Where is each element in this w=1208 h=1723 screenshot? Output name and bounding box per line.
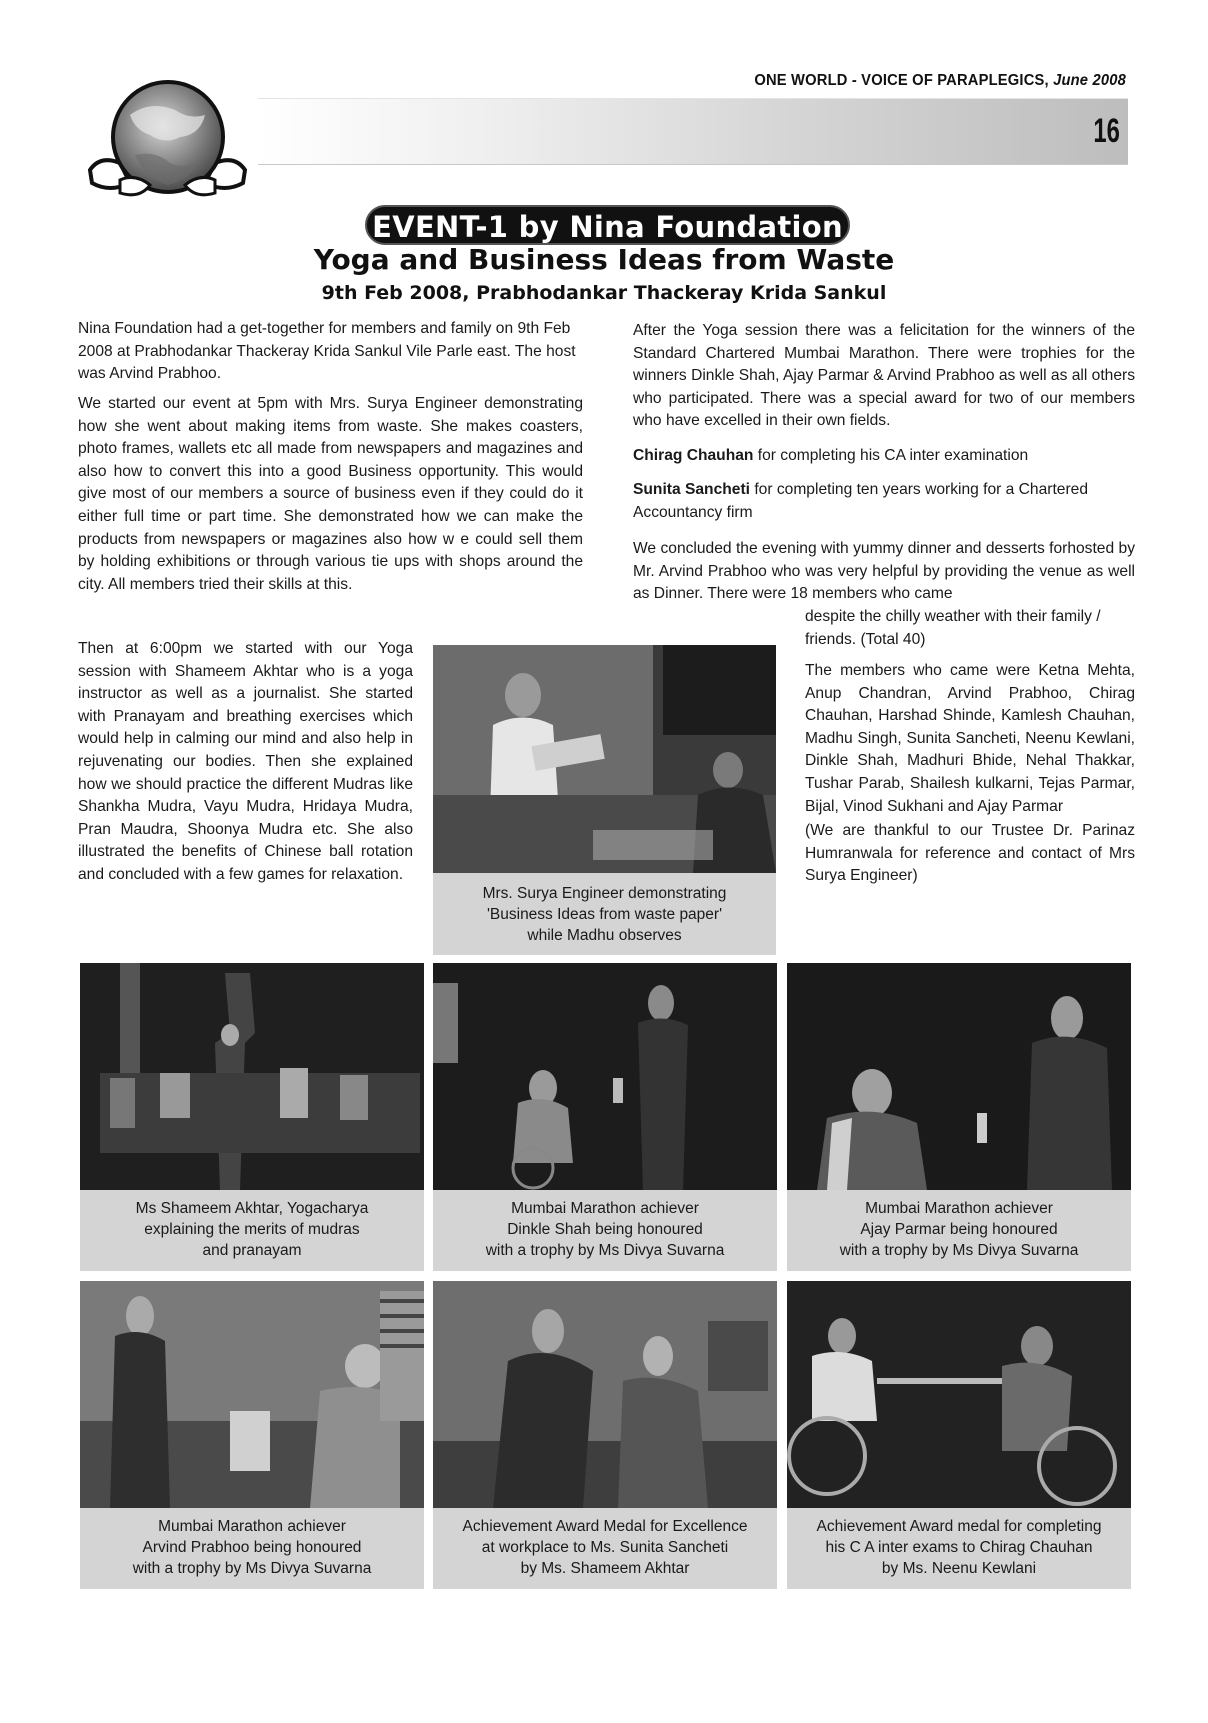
caption-line: Dinkle Shah being honoured xyxy=(507,1221,703,1238)
article-dateline: 9th Feb 2008, Prabhodankar Thackeray Krida Sankul xyxy=(321,282,887,304)
caption-line: his C A inter exams to Chirag Chauhan xyxy=(825,1539,1093,1556)
caption-line: by Ms. Neenu Kewlani xyxy=(881,1560,1037,1577)
photo-yoga-instructor xyxy=(80,963,424,1190)
photo-card-arvind xyxy=(80,1281,424,1589)
photo-card-ajay xyxy=(787,963,1131,1271)
caption-line: 'Business Ideas from waste paper' xyxy=(486,906,723,923)
intro-paragraph: Nina Foundation had a get-together for members and family on 9th Feb 2008 at Prabhodankar Thackeray Krida Sankul Vile Parle east. The host was Arvind Prabhoo. xyxy=(78,320,576,383)
felicitation-paragraph: After the Yoga session there was a felicitation for the winners of the Standard Chartered Mumbai Marathon. There were trophies for the winners Dinkle Shah, Ajay Parmar & Arvind Prabhoo as well as all others who participated. There was a special award for two of our members who have excelled in their own fields. xyxy=(633,322,1135,430)
publication-title xyxy=(754,72,1126,90)
caption-line: with a trophy by Ms Divya Suvarna xyxy=(132,1560,372,1577)
event-banner-title: EVENT-1 by Nina Foundation xyxy=(365,205,850,245)
caption-line: Ms Shameem Akhtar, Yogacharya xyxy=(135,1200,369,1217)
photo-card-dinkle xyxy=(433,963,777,1271)
caption-line: Ajay Parmar being honoured xyxy=(860,1221,1058,1238)
photo-chirag-medal xyxy=(787,1281,1131,1508)
issue-date: June 2008 xyxy=(1053,72,1126,89)
thanks-paragraph: (We are thankful to our Trustee Dr. Parinaz Humranwala for reference and contact of Mrs Surya Engineer) xyxy=(805,822,1135,885)
yoga-session-paragraph: Then at 6:00pm we started with our Yoga session with Shameem Akhtar who is a yoga instructor as well as a journalist. She started with Pranayam and breathing exercises which would help in calming our mind and also help in rejuvenating our bodies. Then she explained how we should practice the different Mudras like Shankha Mudra, Vayu Mudra, Hridaya Mudra, Pran Maudra, Shoonya Mudra etc. She also illustrated the benefits of Chinese ball rotation and concluded with a few games for relaxation. xyxy=(78,640,413,883)
photo-caption xyxy=(787,1198,1131,1261)
award-recipient-name: Sunita Sancheti xyxy=(633,481,750,498)
caption-line: with a trophy by Ms Divya Suvarna xyxy=(485,1242,725,1259)
photo-ajay-trophy xyxy=(787,963,1131,1190)
page-number: 16 xyxy=(1093,112,1120,150)
caption-line: at workplace to Ms. Sunita Sancheti xyxy=(481,1539,729,1556)
photo-caption xyxy=(787,1516,1131,1579)
caption-line: while Madhu observes xyxy=(527,927,682,944)
caption-line: Mrs. Surya Engineer demonstrating xyxy=(482,885,727,902)
photo-waste-paper-demo xyxy=(433,645,776,873)
globe-held-by-hands-icon xyxy=(80,75,255,205)
conclusion-paragraph-continued: despite the chilly weather with their family / friends. (Total 40) xyxy=(805,608,1101,648)
photo-card-demo xyxy=(433,645,776,955)
award-reason: for completing his CA inter examination xyxy=(753,447,1029,464)
award-sunita-paragraph xyxy=(633,479,1135,524)
photo-dinkle-trophy xyxy=(433,963,777,1190)
caption-line: Mumbai Marathon achiever xyxy=(158,1518,346,1535)
caption-line: Mumbai Marathon achiever xyxy=(865,1200,1053,1217)
photo-caption xyxy=(433,1198,777,1261)
masthead xyxy=(0,0,1208,200)
article-headline: Yoga and Business Ideas from Waste xyxy=(313,243,895,276)
photo-caption xyxy=(80,1516,424,1579)
caption-line: Achievement Award medal for completing xyxy=(816,1518,1102,1535)
photo-caption xyxy=(80,1198,424,1261)
caption-line: with a trophy by Ms Divya Suvarna xyxy=(839,1242,1079,1259)
caption-line: and pranayam xyxy=(202,1242,302,1259)
members-list-paragraph: The members who came were Ketna Mehta, Anup Chandran, Arvind Prabhoo, Chirag Chauhan, Harshad Shinde, Kamlesh Chauhan, Madhu Singh, Sunita Sancheti, Neenu Kewlani, Dinkle Shah, Madhuri Bhide, Nehal Thakkar, Tushar Parab, Shailesh kulkarni, Tejas Parmar, Bijal, Vinod Sukhani and Ajay Parmar xyxy=(805,662,1135,815)
photo-card-sunita xyxy=(433,1281,777,1589)
caption-line: Arvind Prabhoo being honoured xyxy=(142,1539,362,1556)
photo-sunita-medal xyxy=(433,1281,777,1508)
caption-line: explaining the merits of mudras xyxy=(144,1221,360,1238)
header-gradient-bar xyxy=(258,98,1128,165)
photo-card-chirag xyxy=(787,1281,1131,1589)
caption-line: by Ms. Shameem Akhtar xyxy=(520,1560,690,1577)
award-recipient-name: Chirag Chauhan xyxy=(633,447,754,464)
photo-card-yoga xyxy=(80,963,424,1271)
award-reason: for completing ten years working for a Chartered Accountancy firm xyxy=(633,481,1089,521)
caption-line: Achievement Award Medal for Excellence xyxy=(462,1518,748,1535)
photo-arvind-trophy xyxy=(80,1281,424,1508)
waste-demo-paragraph: We started our event at 5pm with Mrs. Surya Engineer demonstrating how she went about making items from waste. She makes coasters, photo frames, wallets etc all made from newspapers and magazines and also how to convert this into a good Business opportunity. This would give most of our members a source of business even if they could do it either full time or part time. She demonstrated how we can make the products from newspapers or magazines also how w e could sell them by holding exhibitions or through various tie ups with shops around the city. All members tried their skills at this. xyxy=(78,395,583,593)
award-chirag-paragraph xyxy=(633,445,1135,468)
conclusion-paragraph: We concluded the evening with yummy dinner and desserts forhosted by Mr. Arvind Prabhoo who was very helpful by providing the venue as well as Dinner. There were 18 members who came xyxy=(633,540,1135,603)
caption-line: Mumbai Marathon achiever xyxy=(511,1200,699,1217)
photo-caption xyxy=(433,1516,777,1579)
photo-caption xyxy=(433,883,776,946)
publication-name: ONE WORLD - VOICE OF PARAPLEGICS, xyxy=(754,72,1049,89)
